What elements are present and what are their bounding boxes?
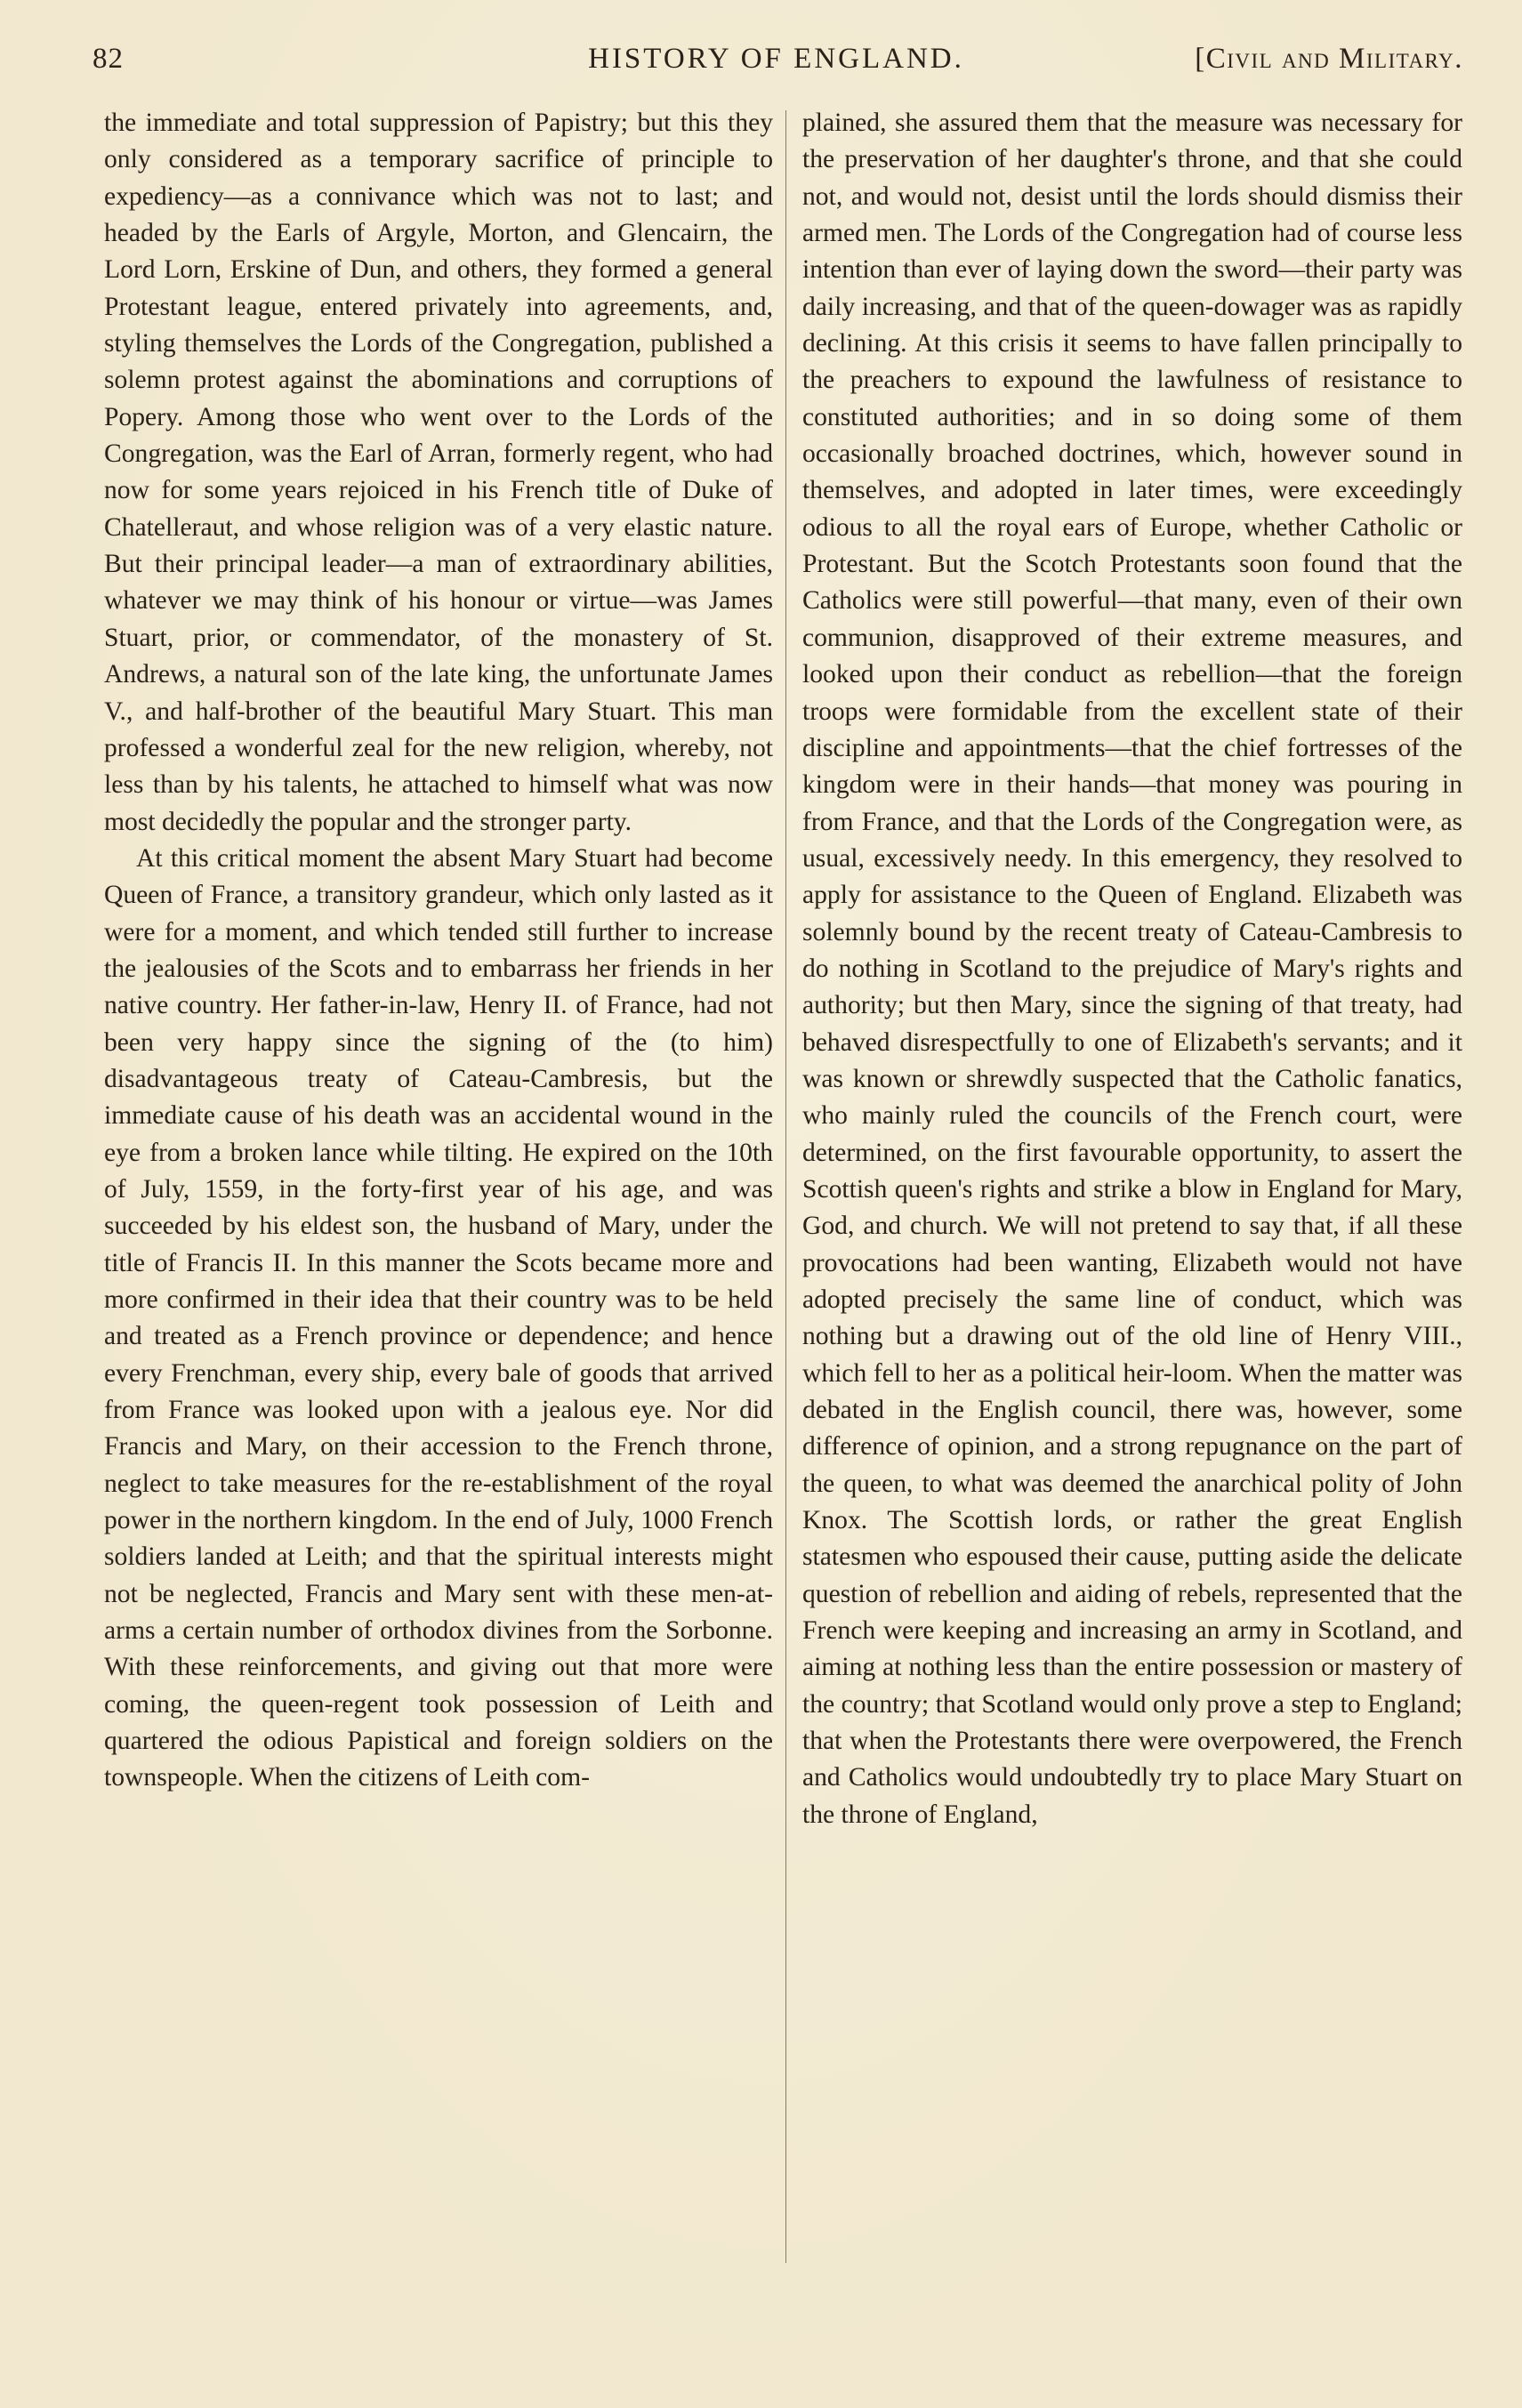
section-label: [Civil and Military. bbox=[1195, 43, 1463, 75]
left-paragraph-1: the immediate and total suppression of Papistry; but this they only considered as a temporary sacrifice of principle to expediency—as a connivance which was not to last; and headed by the Earls of Argyle, Morton, and Glencairn, the Lord Lorn, Erskine of Dun, and others, they formed a general Protestant league, entered privately into agreements, and, styling themselves the Lords of the Congregation, published a solemn protest against the abominations and corruptions of Popery. Among those who went over to the Lords of the Congregation, was the Earl of Arran, formerly regent, who had now for some years rejoiced in his French title of Duke of Chatelleraut, and whose religion was of a very elastic nature. But their principal leader—a man of extraordinary abilities, whatever we may think of his honour or virtue—was James Stuart, prior, or commendator, of the monastery of St. Andrews, a natural son of the late king, the unfortunate James V., and half-brother of the beautiful Mary Stuart. This man professed a wonderful zeal for the new religion, whereby, not less than by his talents, he attached to himself what was now most decidedly the popular and the stronger party. bbox=[104, 109, 773, 836]
right-column bbox=[802, 105, 1462, 1833]
running-header bbox=[89, 43, 1463, 87]
right-paragraph-1: plained, she assured them that the measure was necessary for the preservation of her daughter's throne, and that she could not, and would not, desist until the lords should dismiss their armed men. The Lords of the Congregation had of course less intention than ever of laying down the sword—their party was daily increasing, and that of the queen-dowager was as rapidly declining. At this crisis it seems to have fallen principally to the preachers to expound the lawfulness of resistance to constituted authorities; and in so doing some of them occasionally broached doctrines, which, however sound in themselves, and adopted in later times, were exceedingly odious to all the royal ears of Europe, whether Catholic or Protestant. But the Scotch Protestants soon found that the Catholics were still powerful—that many, even of their own communion, disapproved of their extreme measures, and looked upon their conduct as rebellion—that the foreign troops were formidable from the excellent state of their discipline and appointments—that the chief fortresses of the kingdom were in their hands—that money was pouring in from France, and that the Lords of the Congregation were, as usual, excessively needy. In this emergency, they resolved to apply for assistance to the Queen of England. Elizabeth was solemnly bound by the recent treaty of Cateau-Cambresis to do nothing in Scotland to the prejudice of Mary's rights and authority; but then Mary, since the signing of that treaty, had behaved disrespectfully to one of Elizabeth's servants; and it was known or shrewdly suspected that the Catholic fanatics, who mainly ruled the councils of the French court, were determined, on the first favourable opportunity, to assert the Scottish queen's rights and strike a blow in England for Mary, God, and church. We will not pretend to say that, if all these provocations had been wanting, Elizabeth would not have adopted precisely the same line of conduct, which was nothing but a drawing out of the old line of Henry VIII., which fell to her as a political heir-loom. When the matter was debated in the English council, there was, however, some difference of opinion, and a strong repugnance on the part of the queen, to what was deemed the anarchical polity of John Knox. The Scottish lords, or rather the great English statesmen who espoused their cause, putting aside the delicate question of rebellion and aiding of rebels, represented that the French were keeping and increasing an army in Scotland, and aiming at nothing less than the entire possession or mastery of the country; that Scotland would only prove a step to England; that when the Protestants there were overpowered, the French and Catholics would undoubtedly try to place Mary Stuart on the throne of England, bbox=[802, 109, 1462, 1829]
running-title: HISTORY OF ENGLAND. bbox=[588, 43, 964, 75]
left-paragraph-2: At this critical moment the absent Mary Stuart had become Queen of France, a transitory grandeur, which only lasted as it were for a moment, and which tended still further to increase the jealousies of the Scots and to embarrass her friends in her native country. Her father-in-law, Henry II. of France, had not been very happy since the signing of the (to him) disadvantageous treaty of Cateau-Cambresis, but the immediate cause of his death was an accidental wound in the eye from a broken lance while tilting. He expired on the 10th of July, 1559, in the forty-first year of his age, and was succeeded by his eldest son, the husband of Mary, under the title of Francis II. In this manner the Scots became more and more confirmed in their idea that their country was to be held and treated as a French province or dependence; and hence every Frenchman, every ship, every bale of goods that arrived from France was looked upon with a jealous eye. Nor did Francis and Mary, on their accession to the French throne, neglect to take measures for the re-establishment of the royal power in the northern kingdom. In the end of July, 1000 French soldiers landed at Leith; and that the spiritual interests might not be neglected, Francis and Mary sent with these men-at-arms a certain number of orthodox divines from the Sorbonne. With these reinforcements, and giving out that more were coming, the queen-regent took possession of Leith and quartered the odious Papistical and foreign soldiers on the townspeople. When the citizens of Leith com- bbox=[104, 843, 773, 1792]
left-column bbox=[104, 105, 773, 1797]
column-divider bbox=[785, 110, 786, 2263]
page-number: 82 bbox=[93, 43, 124, 75]
